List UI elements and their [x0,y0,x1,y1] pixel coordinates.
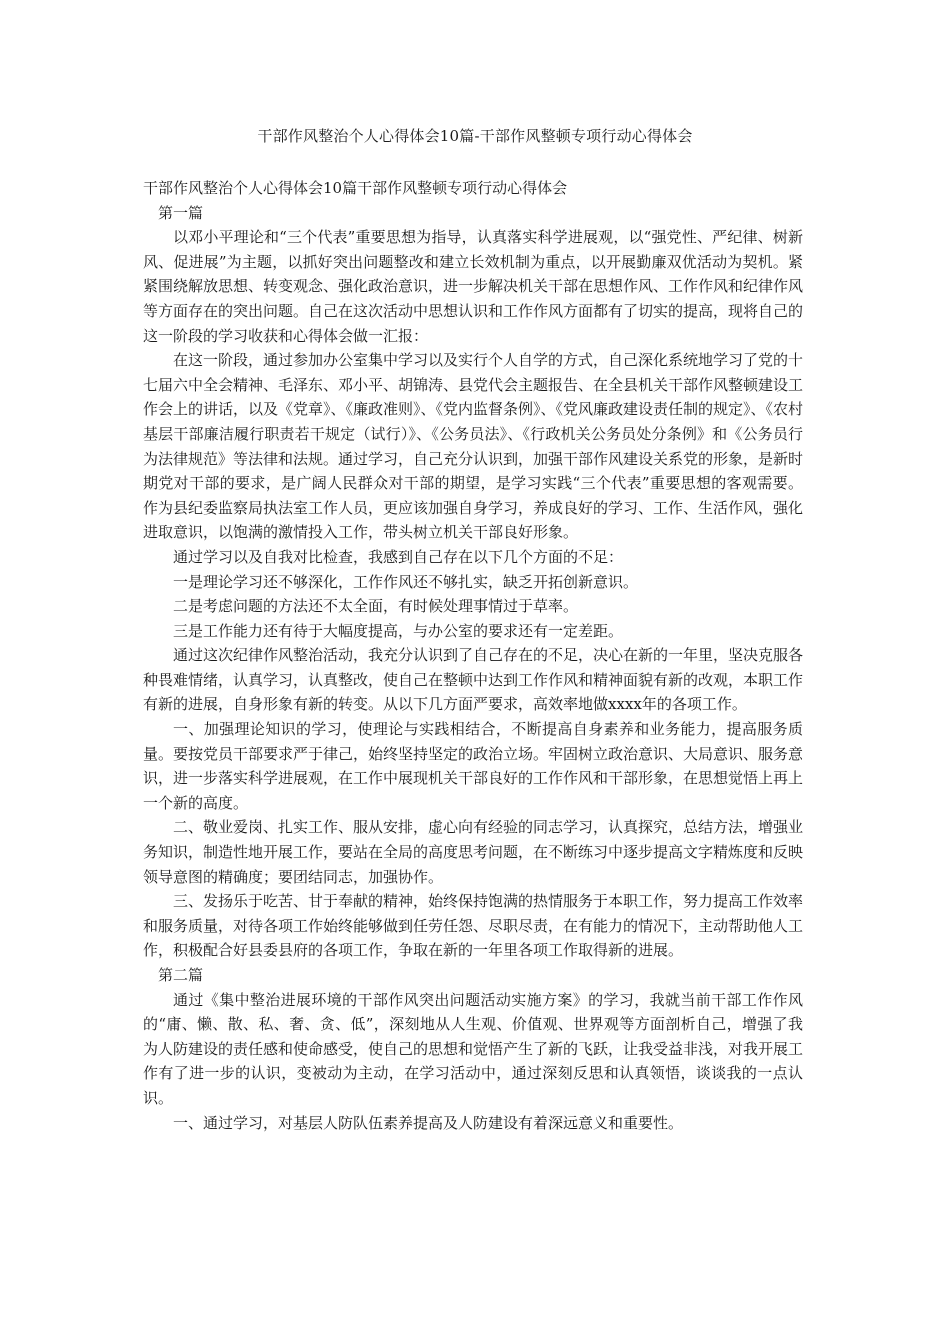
paragraph: 二是考虑问题的方法还不太全面，有时候处理事情过于草率。 [173,597,579,616]
paragraph: 一是理论学习还不够深化，工作作风还不够扎实，缺乏开拓创新意识。 [173,572,639,591]
section-heading: 第二篇 [158,966,204,984]
document-body [143,176,803,1135]
paragraph: 以邓小平理论和“三个代表”重要思想为指导，认真落实科学进展观，以“强党性、严纪律、树新风、促进展”为主题，以抓好突出问题整改和建立长效机制为重点，以开展勤廉双优活动为契机。紧紧围绕解放思想、转变观念、强化政治意识，进一步解决机关干部在思想作风、工作作风和纪律作风等方面存在的突出问题。自己在这次活动中思想认识和工作作风方面都有了切实的提高，现将自己的这一阶段的学习收获和心得体会做一汇报： [143,228,804,345]
paragraph: 在这一阶段，通过参加办公室集中学习以及实行个人自学的方式，自己深化系统地学习了党的十七届六中全会精神、毛泽东、邓小平、胡锦涛、县党代会主题报告、在全县机关干部作风整顿建设工作会上的讲话，以及《党章》、《廉政准则》、《党内监督条例》、《党风廉政建设责任制的规定》、《农村基层干部廉洁履行职责若干规定（试行）》、《公务员法》、《行政机关公务员处分条例》和《公务员行为法律规范》等法律和法规。通过学习，自己充分认识到，加强干部作风建设关系党的形象，是新时期党对干部的要求，是广阔人民群众对干部的期望，是学习实践“三个代表”重要思想的客观需要。作为县纪委监察局执法室工作人员，更应该加强自身学习，养成良好的学习、工作、生活作风，强化进取意识，以饱满的激情投入工作，带头树立机关干部良好形象。 [143,351,804,542]
paragraph: 一、加强理论知识的学习，使理论与实践相结合，不断提高自身素养和业务能力，提高服务质量。要按党员干部要求严于律己，始终坚持坚定的政治立场。牢固树立政治意识、大局意识、服务意识，进一步落实科学进展观，在工作中展现机关干部良好的工作作风和干部形象，在思想觉悟上再上一个新的高度。 [143,720,804,812]
paragraph: 通过学习以及自我对比检查，我感到自己存在以下几个方面的不足： [173,547,624,566]
paragraph: 通过《集中整治进展环境的干部作风突出问题活动实施方案》的学习，我就当前干部工作作风的“庸、懒、散、私、奢、贪、低”，深刻地从人生观、价值观、世界观等方面剖析自己，增强了我为人防建设的责任感和使命感受，使自己的思想和觉悟产生了新的飞跃，让我受益非浅，对我开展工作有了进一步的认识，变被动为主动，在学习活动中，通过深刻反思和认真领悟，谈谈我的一点认识。 [143,990,804,1107]
document-title: 干部作风整治个人心得体会10篇-干部作风整顿专项行动心得体会 [257,127,693,145]
paragraph: 一、通过学习，对基层人防队伍素养提高及人防建设有着深远意义和重要性。 [173,1113,684,1132]
paragraph: 三是工作能力还有待于大幅度提高，与办公室的要求还有一定差距。 [173,621,624,640]
paragraph: 二、敬业爱岗、扎实工作、服从安排，虚心向有经验的同志学习，认真探究，总结方法，增强业务知识，制造性地开展工作，要站在全局的高度思考问题，在不断练习中逐步提高文字精炼度和反映领导意图的精确度；要团结同志，加强协作。 [143,818,804,886]
document-subtitle: 干部作风整治个人心得体会10篇干部作风整顿专项行动心得体会 [143,179,568,197]
paragraph: 三、发扬乐于吃苦、甘于奉献的精神，始终保持饱满的热情服务于本职工作，努力提高工作效率和服务质量，对待各项工作始终能够做到任劳任怨、尽职尽责，在有能力的情况下，主动帮助他人工作，积极配合好县委县府的各项工作，争取在新的一年里各项工作取得新的进展。 [143,892,804,960]
paragraph: 通过这次纪律作风整治活动，我充分认识到了自己存在的不足，决心在新的一年里，坚决克服各种畏难情绪，认真学习，认真整改，使自己在整顿中达到工作作风和精神面貌有新的改观，本职工作有新的进展，自身形象有新的转变。从以下几方面严要求，高效率地做xxxx年的各项工作。 [143,646,804,714]
section-heading: 第一篇 [158,203,204,222]
